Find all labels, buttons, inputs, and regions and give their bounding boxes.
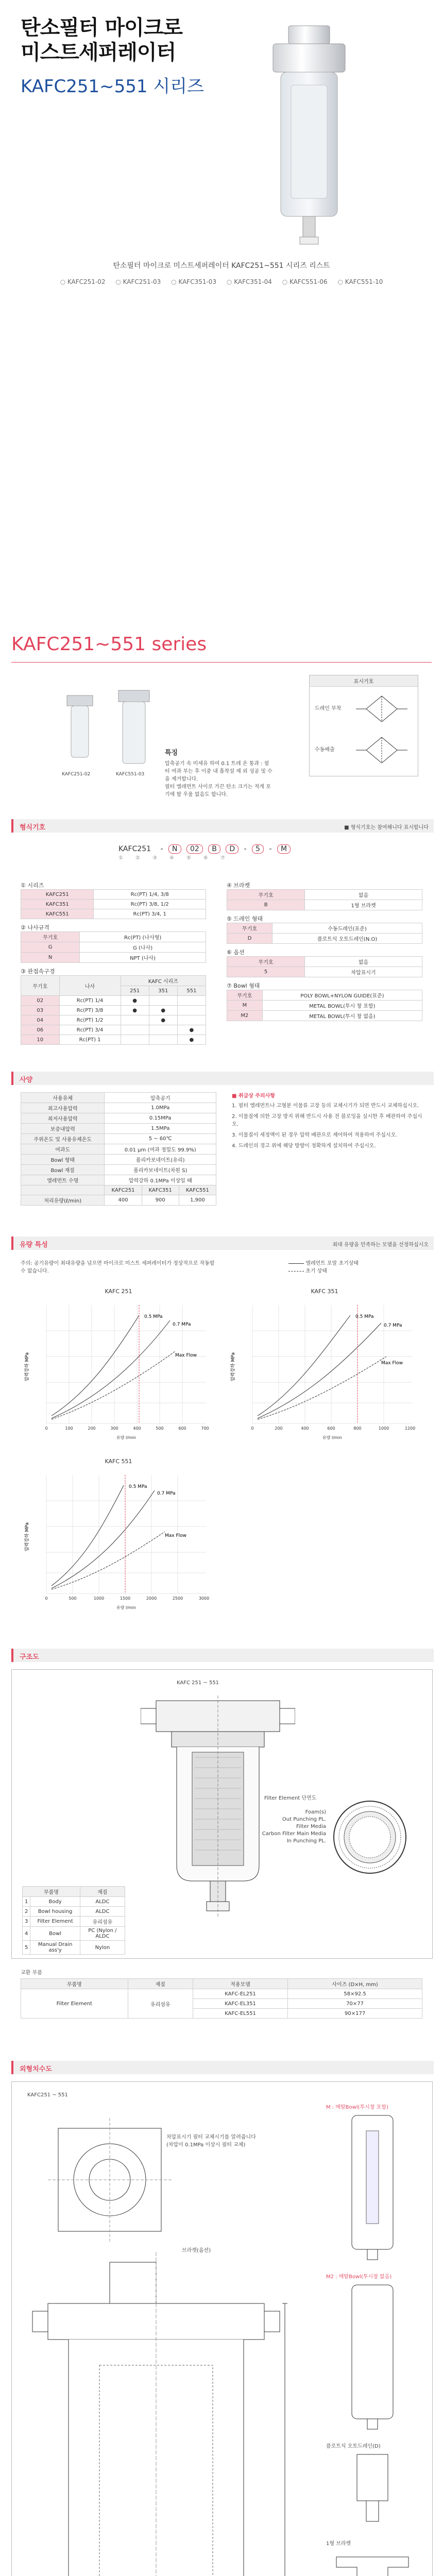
cell: KAFC 시리즈 <box>121 976 206 986</box>
code-num: ④ <box>169 855 186 861</box>
legend-item: 초기 상태 <box>305 1268 328 1274</box>
section-title: 구조도 <box>20 1653 39 1661</box>
dims-title: KAFC251 ~ 551 <box>27 2092 68 2098</box>
x-tick: 400 <box>301 1426 309 1431</box>
x-tick: 0 <box>251 1426 254 1431</box>
product-image <box>258 10 361 252</box>
cell: M <box>227 1001 263 1011</box>
section-flow <box>11 1236 434 1250</box>
cell: METAL BOWL(투시 창 포함) <box>262 1001 422 1011</box>
cell: 유리섬유 <box>128 1989 193 2019</box>
callout: (차압이 0.1MPa 이상시 필터 교체) <box>166 2142 246 2148</box>
cell: 폴리카보네이트(차원 S) <box>105 1165 216 1175</box>
y-label: 압력강하 MPa <box>25 1352 30 1381</box>
cell <box>177 996 206 1006</box>
cell: 수동드레인(표준) <box>272 923 422 934</box>
element-label: Foam(s) <box>305 1809 326 1815</box>
flow-chart-251 <box>21 1288 216 1448</box>
chart-plot <box>21 1295 216 1444</box>
cell: 재질 <box>80 1887 125 1897</box>
cell: Bowl 형태 <box>21 1155 105 1165</box>
cell: 03 <box>21 1006 60 1015</box>
code-num: ⑦ <box>220 855 237 861</box>
order-code: KAFC251 - N 02 B D - 5 - M ①②③④⑤⑥⑦ <box>118 845 335 861</box>
cell: M2 <box>227 1011 263 1021</box>
element-label: Filter Media <box>296 1824 326 1829</box>
hero-subtitle: KAFC251~551 시리즈 <box>21 76 204 97</box>
caution-notes <box>232 1092 422 1150</box>
cell: ● <box>149 1015 177 1025</box>
model-item: ○ KAFC551-06 <box>282 278 328 285</box>
y-label: 압력강하 MPa <box>231 1352 236 1381</box>
cell: 최저사용압력 <box>21 1113 105 1124</box>
cell: 부품명 <box>23 1887 80 1897</box>
chart-plot <box>21 1465 216 1614</box>
cell: Rc(PT) 1 <box>59 1035 121 1045</box>
model-item: ○ KAFC351-03 <box>171 278 216 285</box>
bracket-drawing <box>326 2547 419 2576</box>
cell <box>149 996 177 1006</box>
feature-title: 특징 <box>165 749 178 757</box>
cell: 여과도 <box>21 1144 105 1155</box>
table-title: ⑤ 드레인 형태 <box>227 916 263 922</box>
x-label: 유량 l/min <box>322 1435 343 1440</box>
code-part: B <box>208 844 220 854</box>
y-label: 압력강하 MPa <box>25 1522 30 1551</box>
cell <box>149 1035 177 1045</box>
cell: 02 <box>21 996 60 1006</box>
x-tick: 2000 <box>146 1596 157 1601</box>
cell: G <box>21 942 80 953</box>
x-tick: 700 <box>201 1426 209 1431</box>
element-labels <box>233 1809 326 1845</box>
curve-label: 0.7 MPa <box>384 1323 402 1328</box>
cell: Bowl 재질 <box>21 1165 105 1175</box>
cell: 90×177 <box>288 2009 422 2019</box>
caution-title: ■ 취급상 주의사항 <box>232 1093 276 1099</box>
x-tick: 0 <box>45 1426 48 1431</box>
cell: G (나사) <box>80 942 206 953</box>
caution-item: 2. 이물질에 의한 고장 방지 위해 반드시 사용 전 블로잉을 실시한 후 배관하여 주십시오. <box>232 1114 422 1127</box>
cell <box>121 1025 149 1035</box>
option-title: 1형 브라켓 <box>326 2541 351 2547</box>
code-part: KAFC251 <box>118 845 151 853</box>
feature-item: 필터 엘레먼트 사이로 가끈 탄소 크기는 적게 포기에 할 우울 없음도 합니다. <box>165 784 271 798</box>
cell: KAFC351 <box>21 900 94 909</box>
cell: 900 <box>142 1195 179 1206</box>
cell: 10 <box>21 1035 60 1045</box>
cell: 1.0MPa <box>105 1103 216 1113</box>
flow-intro: 주의: 공기유량이 최대유량을 넘으면 마이크로 미스트 세퍼레이터가 정상적으로 작동할 수 없습니다. <box>21 1261 215 1274</box>
cell: 보증내압력 <box>21 1124 105 1134</box>
spec-table <box>21 1092 216 1206</box>
section-order <box>11 819 434 833</box>
thread-table <box>21 931 206 963</box>
cell: 부품명 <box>21 1979 128 1989</box>
section-spec <box>11 1072 434 1085</box>
cell: KAFC551 <box>21 909 94 919</box>
cell: 1 <box>23 1897 30 1907</box>
hero-title-line2: 미스트세퍼레이터 <box>21 41 176 64</box>
curve-label: 0.5 MPa <box>129 1484 147 1489</box>
curve-label: 0.7 MPa <box>157 1491 176 1496</box>
cell: 3 <box>23 1917 30 1927</box>
cell: N <box>21 953 80 963</box>
curve-label: 0.5 MPa <box>355 1314 374 1319</box>
cell: KAFC-EL351 <box>193 1999 287 2009</box>
cell: 5 <box>23 1941 30 1955</box>
bracket-table <box>227 889 422 910</box>
x-tick: 500 <box>156 1426 164 1431</box>
code-num: ③ <box>152 855 169 861</box>
code-part: 02 <box>186 844 203 854</box>
structure-title: KAFC 251 ~ 551 <box>177 1680 219 1686</box>
table-title: ④ 브라켓 <box>227 882 250 889</box>
x-tick: 500 <box>69 1596 77 1601</box>
order-right-tables <box>227 881 422 1021</box>
x-tick: 800 <box>353 1426 362 1431</box>
cell: 400 <box>105 1195 142 1206</box>
x-tick: 1000 <box>93 1596 105 1601</box>
metal-bowl-drawing <box>326 2110 419 2265</box>
feature-item: 압축공기 속 미세유 하여 0.1 트레 온 통과 : 필터 여과 부는 후 이중 내 흡착설 제 외 성공 및 수 을 제거합니다. <box>165 761 272 782</box>
flow-chart-551 <box>21 1458 216 1618</box>
code-num: ① <box>118 855 135 861</box>
section-dimensions <box>11 2061 434 2074</box>
cell: 재질 <box>128 1979 193 1989</box>
element-title: Filter Element 단면도 <box>264 1795 317 1801</box>
section-note: 최대 유량을 만족하는 모델을 선정하십시오 <box>332 1242 429 1248</box>
product-label: KAFC551-03 <box>116 772 145 777</box>
chart-title: KAFC 551 <box>105 1458 132 1465</box>
cell: 폴리카보네이트(유리) <box>105 1155 216 1165</box>
cell: ● <box>121 1006 149 1015</box>
replacement-title: 교환 부품 <box>21 1970 42 1976</box>
section-title: 사양 <box>20 1076 33 1084</box>
model-item: ○ KAFC251-03 <box>115 278 161 285</box>
cell: 없음 <box>305 957 422 967</box>
cell: B <box>227 900 305 910</box>
dimension-drawing <box>27 2108 316 2576</box>
symbol-label: 수동배출 <box>315 747 335 753</box>
chart-plot <box>227 1295 422 1444</box>
x-tick: 300 <box>110 1426 118 1431</box>
curve-label: Max Flow <box>175 1353 197 1358</box>
cell: 없음 <box>305 890 422 900</box>
cell: 무기호 <box>227 923 272 934</box>
series-divider <box>11 662 432 663</box>
cell: 사이즈 (D×H, mm) <box>288 1979 422 1989</box>
cell: 압축공기 <box>105 1093 216 1103</box>
x-tick: 1500 <box>120 1596 131 1601</box>
x-tick: 1200 <box>404 1426 416 1431</box>
x-label: 유량 l/min <box>116 1435 137 1440</box>
cell: Rc(PT) 1/4 <box>59 996 121 1006</box>
cell: 최고사용압력 <box>21 1103 105 1113</box>
code-part: D <box>226 844 238 854</box>
cell <box>177 1015 206 1025</box>
table-title: ⑦ Bowl 형태 <box>227 982 260 989</box>
legend-item: 엘레먼트 포말 초기상태 <box>305 1261 359 1266</box>
code-numbers <box>118 855 335 861</box>
series-table <box>21 889 206 919</box>
auto-drain-drawing <box>326 2449 419 2532</box>
filter-symbol-icon <box>356 691 407 768</box>
cell: 플로트식 오토드레인(N.O) <box>272 934 422 944</box>
cell: KAFC351 <box>142 1185 179 1195</box>
cell: 4 <box>23 1927 30 1941</box>
table-title: ③ 관접속구경 <box>21 968 55 975</box>
x-tick: 200 <box>275 1426 283 1431</box>
option-title: M : 메탈Bowl(투시창 포함) <box>326 2105 388 2110</box>
cell: Filter Element <box>21 1989 128 2019</box>
dimension-panel <box>11 2081 433 2576</box>
cell: 5 <box>227 967 305 977</box>
cell: 1,900 <box>179 1195 216 1206</box>
bowl-table <box>227 990 422 1021</box>
parts-table <box>22 1886 125 1955</box>
feature-box <box>165 747 273 799</box>
curve-07 <box>52 1320 170 1418</box>
cell: 사용유체 <box>21 1093 105 1103</box>
cell: Bowl <box>30 1927 80 1941</box>
structure-panel <box>11 1669 433 1959</box>
port-table <box>21 975 206 1045</box>
replacement-table <box>21 1978 422 2019</box>
cell: 무기호 <box>227 890 305 900</box>
hero-caption: 탄소필터 마이크로 미스트세퍼레이터 KAFC251~551 시리즈 리스트 <box>113 262 330 270</box>
cell: 차압표시기 <box>305 967 422 977</box>
cell: Body <box>30 1897 80 1907</box>
table-title: ② 나사규격 <box>21 924 49 931</box>
cell <box>177 1006 206 1015</box>
cell: 주위온도 및 사용유체온도 <box>21 1134 105 1144</box>
series-product-images <box>52 680 160 788</box>
order-left-tables <box>21 881 206 1045</box>
cell: KAFC551 <box>179 1185 216 1195</box>
cell: 06 <box>21 1025 60 1035</box>
curve-label: 0.5 MPa <box>144 1314 163 1319</box>
x-tick: 0 <box>45 1596 48 1601</box>
model-item: ○ KAFC351-04 <box>227 278 272 285</box>
cell: PC (Nylon / ALDC <box>80 1927 125 1941</box>
cell: ● <box>149 1006 177 1015</box>
hero-title-line1: 탄소필터 마이크로 <box>21 16 183 40</box>
drain-table <box>227 923 422 944</box>
section-structure <box>11 1649 434 1662</box>
structure-drawing <box>141 1696 295 1917</box>
cell: KAFC251 <box>21 890 94 900</box>
code-part: 5 <box>252 844 264 854</box>
product-label: KAFC251-02 <box>62 772 91 777</box>
cell: 351 <box>149 986 177 996</box>
code-part: M <box>277 844 291 854</box>
cell: 무기호 <box>227 990 263 1001</box>
cell: 70×77 <box>288 1999 422 2009</box>
cell: ● <box>177 1035 206 1045</box>
flow-legend <box>288 1260 359 1275</box>
cell: 551 <box>177 986 206 996</box>
cell: 1형 브라켓 <box>305 900 422 910</box>
element-label: Out Punching PL. <box>282 1817 326 1822</box>
cell: 1.5MPa <box>105 1124 216 1134</box>
cell: NPT (나사) <box>80 953 206 963</box>
x-tick: 2500 <box>172 1596 183 1601</box>
option-title: 플로트식 오토드레인(D) <box>326 2444 381 2449</box>
cell: Bowl housing <box>30 1907 80 1917</box>
symbol-header: 표시기호 <box>310 675 418 687</box>
x-tick: 100 <box>65 1426 73 1431</box>
chart-title: KAFC 251 <box>105 1288 132 1295</box>
cell: 적용모델 <box>193 1979 287 1989</box>
symbol-panel <box>309 675 418 776</box>
cell: Rc(PT) (나사형) <box>80 932 206 942</box>
cell: KAFC-EL251 <box>193 1989 287 1999</box>
cell: 251 <box>121 986 149 996</box>
cell: Rc(PT) 3/4 <box>59 1025 121 1035</box>
cell: Rc(PT) 1/2 <box>59 1015 121 1025</box>
code-part: N <box>168 844 181 854</box>
element-label: In Punching PL. <box>286 1838 326 1844</box>
model-item: ○ KAFC251-02 <box>60 278 106 285</box>
callout: 브라켓(옵션) <box>182 2248 211 2253</box>
cell: 유리섬유 <box>80 1917 125 1927</box>
chart-title: KAFC 351 <box>311 1288 338 1295</box>
section-note: ■ 형식기호는 참여해니다 표시합니다 <box>344 825 429 831</box>
callout: 차압표시기 필터 교체시기를 알려줍니다 <box>166 2134 256 2140</box>
code-num: ⑤ <box>186 855 203 861</box>
caution-item: 1. 필터 엘레먼트나 고형분 이물류 고장 등의 교체시기가 되면 반드시 교체하십시오. <box>232 1103 419 1109</box>
cell: 58×92.5 <box>288 1989 422 1999</box>
element-section-drawing <box>331 1799 408 1876</box>
cell <box>121 1015 149 1025</box>
cell: ALDC <box>80 1897 125 1907</box>
cell: 압력강하 0.1MPa 이상일 때 <box>105 1175 216 1185</box>
cell: 무기호 <box>21 932 80 942</box>
cell: 0.15MPa <box>105 1113 216 1124</box>
cell <box>149 1025 177 1035</box>
option-table <box>227 956 422 977</box>
x-label: 유량 l/min <box>116 1605 137 1610</box>
cell: Filter Element <box>30 1917 80 1927</box>
cell: 5 ~ 60℃ <box>105 1134 216 1144</box>
code-num: ⑥ <box>203 855 220 861</box>
cell: ● <box>121 996 149 1006</box>
cell: Rc(PT) 3/8 <box>59 1006 121 1015</box>
cell: 나사 <box>59 976 121 996</box>
x-tick: 600 <box>178 1426 186 1431</box>
section-title: 형식기호 <box>20 824 46 832</box>
cell: 0.01 μm (여과 정밀도 99.9%) <box>105 1144 216 1155</box>
section-title: 유량 특성 <box>20 1241 48 1249</box>
cell: Rc(PT) 3/8, 1/2 <box>94 900 206 909</box>
cell: 무기호 <box>21 976 60 996</box>
cell <box>121 1035 149 1045</box>
cell: 엘레먼트 수명 <box>21 1175 105 1185</box>
cell: ● <box>177 1025 206 1035</box>
flow-chart-351 <box>227 1288 422 1448</box>
symbol-label: 드레인 부착 <box>315 706 342 711</box>
series-title: KAFC251~551 series <box>11 634 207 655</box>
element-label: Carbon Filter Main Media <box>262 1831 326 1837</box>
x-tick: 600 <box>327 1426 335 1431</box>
cell: Nylon <box>80 1941 125 1955</box>
cell: 처리유량(ℓ/min) <box>21 1195 105 1206</box>
cell: Rc(PT) 1/4, 3/8 <box>94 890 206 900</box>
cell: Rc(PT) 3/4, 1 <box>94 909 206 919</box>
x-tick: 1000 <box>378 1426 389 1431</box>
cell: POLY BOWL+NYLON GUIDE(표준) <box>262 990 422 1001</box>
cell: 04 <box>21 1015 60 1025</box>
dims-options <box>326 2103 419 2576</box>
x-tick: 3000 <box>198 1596 210 1601</box>
model-item: ○ KAFC551-10 <box>337 278 383 285</box>
model-list <box>0 278 443 285</box>
table-title: ① 시리즈 <box>21 882 44 889</box>
option-title: M2 : 메탈Bowl(투시창 없음) <box>326 2274 392 2280</box>
cell: KAFC-EL551 <box>193 2009 287 2019</box>
cell: KAFC251 <box>105 1185 142 1195</box>
code-num: ② <box>135 855 152 861</box>
caution-item: 3. 이물질이 세정액이 된 경우 압력 배관으로 제어하여 적용하여 주십시오. <box>232 1132 398 1138</box>
section-title: 외형치수도 <box>20 2065 52 2073</box>
x-tick: 400 <box>133 1426 141 1431</box>
curve-label: 0.7 MPa <box>173 1322 191 1327</box>
cell: D <box>227 934 272 944</box>
cell: ALDC <box>80 1907 125 1917</box>
curve-label: Max Flow <box>165 1533 187 1538</box>
hero-title <box>21 15 206 65</box>
table-title: ⑥ 옵션 <box>227 949 245 956</box>
cell: 2 <box>23 1907 30 1917</box>
x-tick: 200 <box>88 1426 96 1431</box>
caution-item: 4. 드레인의 경고 위에 해당 방향이 정확하게 설치하여 주십시오. <box>232 1143 376 1149</box>
curve-label: Max Flow <box>381 1361 403 1366</box>
metal-bowl-noview-drawing <box>326 2280 419 2434</box>
cell: METAL BOWL(투시 창 없음) <box>262 1011 422 1021</box>
cell: 무기호 <box>227 957 305 967</box>
dims-callouts <box>166 2133 280 2149</box>
cell: Manual Drain ass'y <box>30 1941 80 1955</box>
